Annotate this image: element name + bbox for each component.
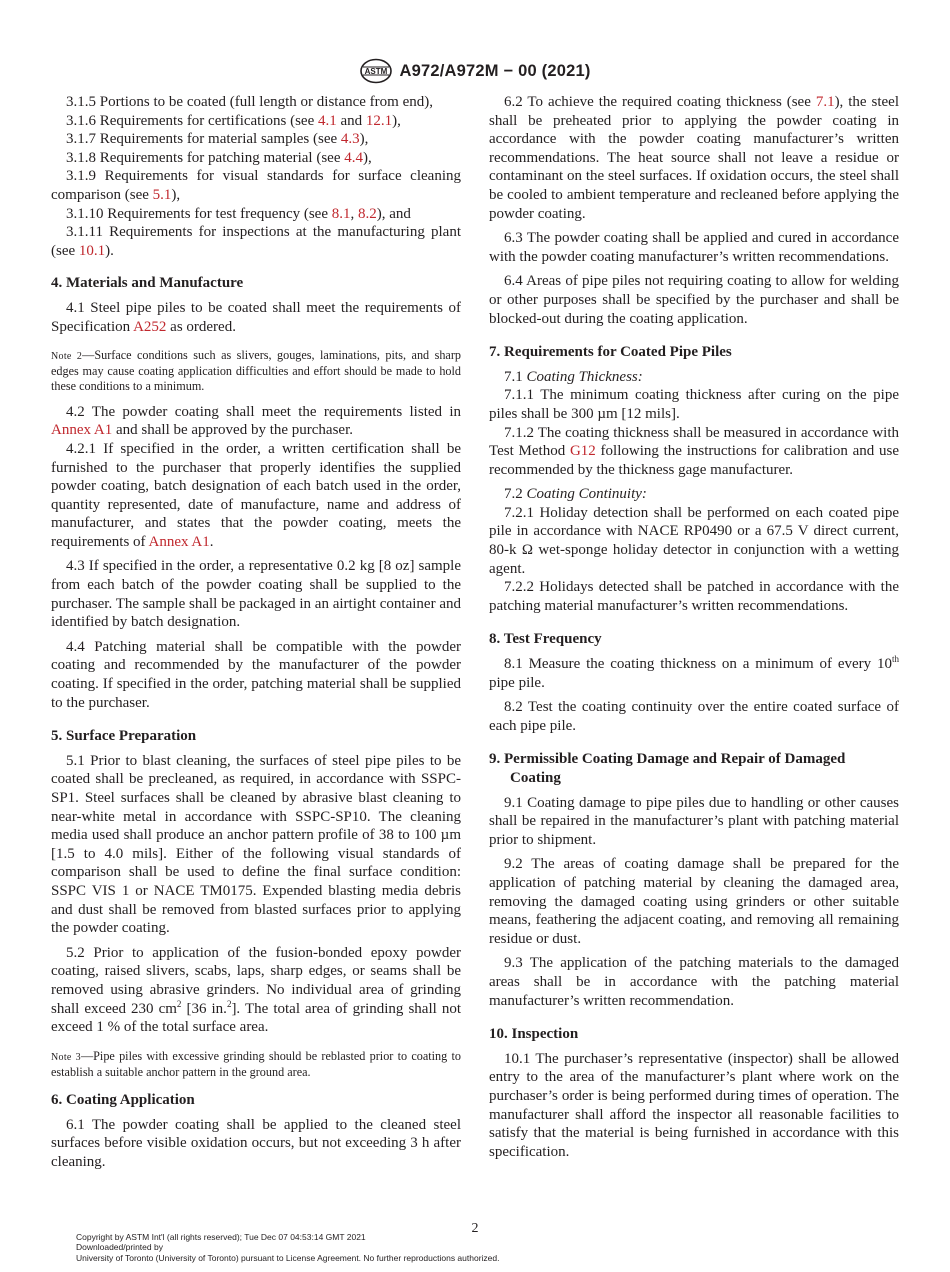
- footer-line-1: Copyright by ASTM Int'l (all rights reserved); Tue Dec 07 04:53:14 GMT 2021: [76, 1232, 366, 1242]
- ref-link-5-1[interactable]: 5.1: [152, 186, 172, 203]
- note-3: Note 3—Pipe piles with excessive grinding should be reblasted prior to coating to establish a suitable anchor pattern in the ground area.: [51, 1048, 461, 1079]
- clause-4-1: 4.1 Steel pipe piles to be coated shall meet the requirements of Specification A252 as ordered.: [51, 299, 461, 335]
- clause-9-2: 9.2 The areas of coating damage shall be prepared for the application of patching material by cleaning the damaged area, removing the damaged coating using grinders or other suitable means, feathering the adjacent coating, and removing all remaining residue or dust.: [489, 856, 899, 947]
- clause-6-1: 6.1 The powder coating shall be applied to the cleaned steel surfaces before visible oxidation occurs, but not exceeding 3 h after cleaning.: [51, 1116, 461, 1170]
- section-heading-8: 8. Test Frequency: [489, 631, 602, 648]
- section-heading-7: 7. Requirements for Coated Pipe Piles: [489, 344, 732, 361]
- ref-link-annex-a1-second[interactable]: Annex A1: [148, 533, 210, 550]
- section-heading-5: 5. Surface Preparation: [51, 728, 197, 745]
- ref-link-g12[interactable]: G12: [569, 443, 596, 460]
- page-number: 2: [471, 1221, 479, 1236]
- ref-link-8-1[interactable]: 8.1: [331, 205, 351, 222]
- clause-4-2: 4.2 The powder coating shall meet the requirements listed in Annex A1 and shall be approved by the purchaser.: [51, 403, 461, 439]
- astm-logo-text: ASTM: [365, 67, 388, 76]
- clause-4-4: 4.4 Patching material shall be compatible with the powder coating and recommended by the manufacturer of the powder coating. If specified in the order, patching material shall be supplied to the purchaser.: [51, 638, 461, 711]
- ref-link-annex-a1[interactable]: Annex A1: [51, 422, 113, 439]
- clause-3-1-7: 3.1.7 Requirements for material samples (see 4.3),: [66, 131, 369, 148]
- clause-6-3: 6.3 The powder coating shall be applied and cured in accordance with the powder coating manufacturer’s written recommendations.: [489, 230, 899, 265]
- clause-10-1: 10.1 The purchaser’s representative (inspector) shall be allowed entry to the area of the manufacturer’s plant where work on the purchaser’s order is being performed during times of operation. The manufacturer shall afford the inspector all reasonable facilities to satisfy that the material is being furnished in accordance with this specification.: [489, 1050, 899, 1160]
- footer-line-3: University of Toronto (University of Toronto) pursuant to License Agreement. No further reproductions authorized.: [76, 1252, 500, 1263]
- clause-6-4: 6.4 Areas of pipe piles not requiring coating to allow for welding or other purposes shall be specified by the purchaser and shall be blocked-out during the coating application.: [489, 273, 899, 327]
- clause-3-1-6: 3.1.6 Requirements for certifications (see 4.1 and 12.1),: [66, 112, 401, 129]
- section-heading-9: 9. Permissible Coating Damage and Repair of Damaged Coating: [489, 751, 846, 786]
- clause-5-1: 5.1 Prior to blast cleaning, the surfaces of steel pipe piles to be coated shall be precleaned, as required, in accordance with SSPC-SP1. Steel surfaces shall be cleaned by abrasive blast cleaning to near-white metal in accordance with SSPC-SP10. The cleaning media used shall produce an anchor pattern profile of 38 to 100 µm [1.5 to 4.0 mils]. Either of the following visual standards of comparison shall be used to define the final surface condition: SSPC VIS 1 or NACE TM0175. Expended blasting media debris and dust shall be removed from blasted surfaces prior to applying the powder coating.: [51, 752, 461, 937]
- clause-7-1-1: 7.1.1 The minimum coating thickness after curing on the pipe piles shall be 300 µm [12 mils].: [489, 387, 899, 422]
- clause-9-3: 9.3 The application of the patching materials to the damaged areas shall be in accordance with the patching material manufacturer’s written recommendation.: [489, 955, 899, 1009]
- clause-3-1-9: 3.1.9 Requirements for visual standards for surface cleaning comparison (see 5.1),: [51, 168, 461, 203]
- superscript-2: 2: [176, 998, 182, 1009]
- footer-line-2: Downloaded/printed by: [76, 1242, 163, 1253]
- clause-7-2-2: 7.2.2 Holidays detected shall be patched in accordance with the patching material manufacturer’s written recommendations.: [489, 579, 899, 614]
- right-column: [489, 93, 899, 1161]
- clause-3-1-11: 3.1.11 Requirements for inspections at the manufacturing plant (see 10.1).: [51, 224, 461, 259]
- clause-7-2: 7.2 Coating Continuity:: [504, 486, 647, 503]
- clause-4-2-1: 4.2.1 If specified in the order, a written certification shall be furnished to the purchaser that properly identifies the supplied powder coating, batch designation of each batch used in the order, quantity represented, date of manufacture, name and address of manufacturer, and states that the powder coating, meets the requirements of Annex A1.: [51, 440, 461, 550]
- clause-9-1: 9.1 Coating damage to pipe piles due to handling or other causes shall be repaired in the manufacturer’s plant with patching material prior to shipment.: [489, 794, 899, 848]
- page-header: [0, 56, 950, 86]
- section-heading-10: 10. Inspection: [489, 1026, 579, 1043]
- copyright-footer: [76, 1232, 500, 1263]
- ref-link-4-3[interactable]: 4.3: [340, 131, 360, 148]
- ref-link-8-2[interactable]: 8.2: [358, 205, 377, 222]
- clause-7-2-1: 7.2.1 Holiday detection shall be performed on each coated pipe pile in accordance with NACE RP0490 or a 67.5 V direct current, 80-k Ω wet-sponge holiday detector in conjunction with a wetting agent.: [489, 504, 899, 577]
- clause-3-1-5: 3.1.5 Portions to be coated (full length or distance from end),: [66, 94, 433, 110]
- ref-link-a252[interactable]: A252: [133, 318, 167, 335]
- section-heading-4: 4. Materials and Manufacture: [51, 275, 244, 292]
- document-designation: A972/A972M − 00 (2021): [399, 61, 591, 80]
- left-column: [51, 93, 461, 1172]
- ref-link-4-4[interactable]: 4.4: [344, 149, 363, 166]
- clause-5-2: 5.2 Prior to application of the fusion-bonded epoxy powder coating, raised slivers, scabs, laps, sharp edges, or seams shall be removed using abrasive grinders. No individual area of grinding shall exceed 230 $cm^2$ [36 in.$^2$]. The total area of grinding shall not exceed 1 % of the total surface area.: [51, 944, 461, 1036]
- superscript-2-second: 2: [226, 998, 232, 1009]
- clause-3-1-10: 3.1.10 Requirements for test frequency (see 8.1, 8.2), and: [66, 205, 411, 222]
- clause-7-1-2: 7.1.2 The coating thickness shall be measured in accordance with Test Method G12 following the instructions for calibration and use recommended by the thickness gage manufacturer.: [489, 424, 899, 478]
- ref-link-4-1[interactable]: 4.1: [318, 112, 337, 129]
- clause-3-1-8: 3.1.8 Requirements for patching material (see 4.4),: [66, 149, 372, 166]
- clause-4-3: 4.3 If specified in the order, a representative 0.2 kg [8 oz] sample from each batch of the powder coating shall be supplied to the purchaser. The sample shall be packaged in an airtight container and identified by batch designation.: [51, 558, 461, 631]
- clause-7-1: 7.1 Coating Thickness:: [504, 368, 643, 385]
- section-heading-6: 6. Coating Application: [51, 1092, 195, 1109]
- ref-link-10-1[interactable]: 10.1: [78, 242, 106, 259]
- clause-8-2: 8.2 Test the coating continuity over the entire coated surface of each pipe pile.: [489, 699, 899, 734]
- superscript-th: th: [891, 654, 899, 665]
- ref-link-7-1[interactable]: 7.1: [815, 94, 835, 110]
- ref-link-12-1[interactable]: 12.1: [365, 112, 393, 129]
- note-3-label: Note 3: [51, 1051, 81, 1063]
- astm-logo-icon: [359, 58, 393, 84]
- note-2-label: Note 2: [51, 351, 83, 363]
- clause-8-1: 8.1 Measure the coating thickness on a minimum of every 10th pipe pile.: [489, 654, 899, 691]
- clause-6-2: 6.2 To achieve the required coating thickness (see 7.1), the steel shall be preheated prior to applying the powder coating in accordance with the powder coating manufacturer’s written recommendations. The heat source shall not leave a residue or contaminant on the steel surfaces. If oxidation occurs, the steel shall be cooled to ambient temperature and recleaned before applying the powder coating.: [489, 94, 899, 222]
- note-2: Note 2—Surface conditions such as slivers, gouges, laminations, pits, and sharp edges may cause coating application difficulties and effort should be made to hold these conditions to a minimum.: [51, 348, 461, 393]
